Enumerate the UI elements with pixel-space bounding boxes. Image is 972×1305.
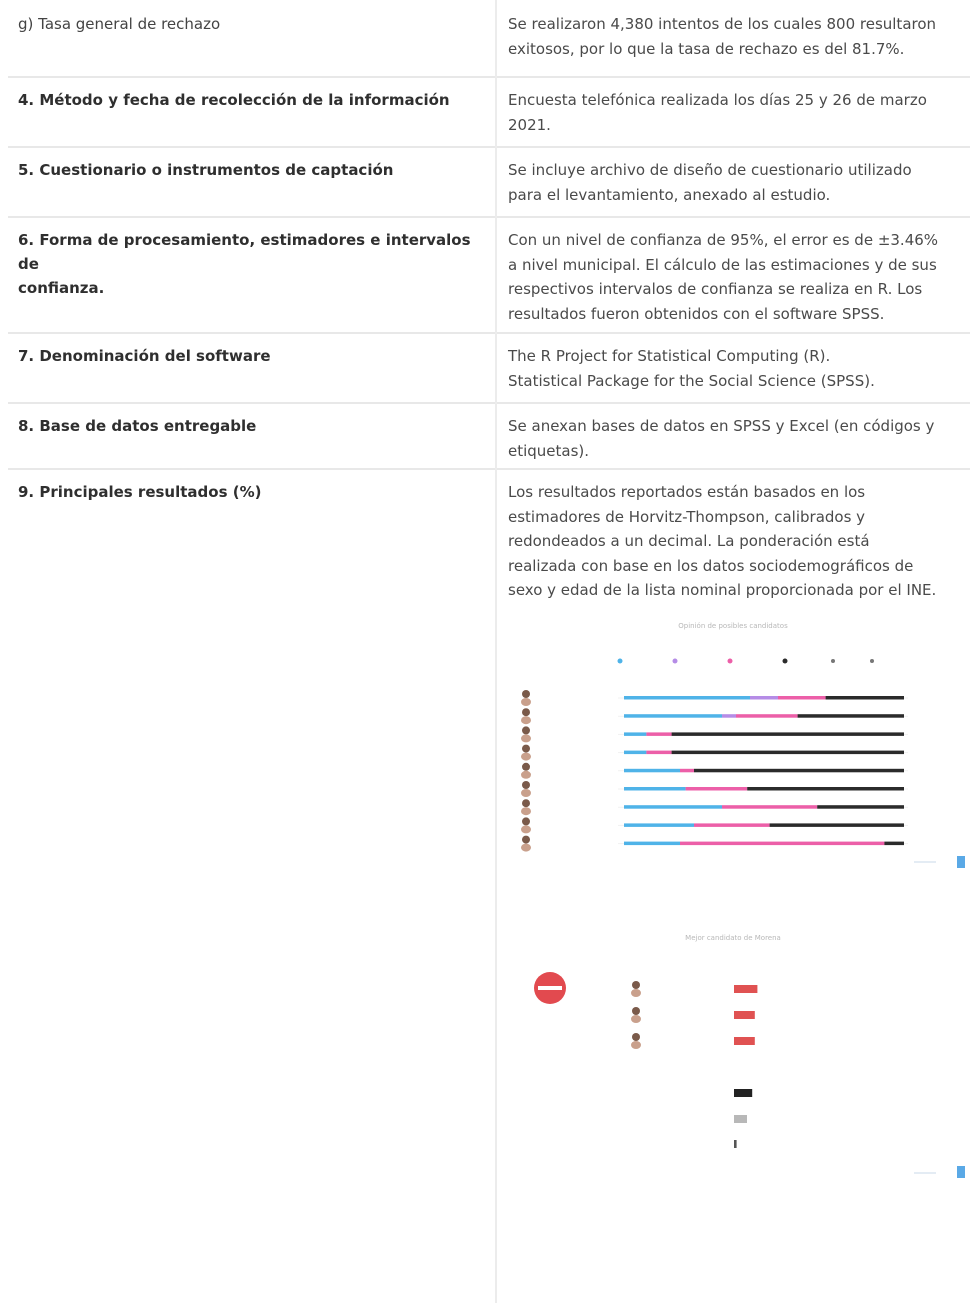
candidate-avatar-body (631, 1041, 641, 1049)
bar-segment (672, 732, 904, 736)
candidate-avatar-body (521, 825, 531, 833)
row-value-line: Statistical Package for the Social Science (SPSS). (508, 371, 875, 390)
row-label: 5. Cuestionario o instrumentos de captación (18, 161, 394, 179)
row-value-cell (495, 216, 972, 332)
row-value-line: Se anexan bases de datos en SPSS y Excel (en códigos y (508, 417, 935, 435)
row-value-line: respectivos intervalos de confianza se realiza en R. Los (508, 280, 923, 298)
legend-swatch (783, 659, 788, 664)
row-label (18, 228, 488, 300)
bar-segment (624, 769, 680, 773)
chart-candidate-opinion (498, 614, 968, 876)
row-value-line: The R Project for Statistical Computing (R). (508, 347, 831, 365)
bar-segment (624, 805, 722, 809)
bar-segment (826, 696, 904, 700)
row-label-cell (8, 0, 494, 76)
row-value-line: Los resultados reportados están basados en los (508, 483, 866, 501)
candidate-avatar-body (521, 698, 531, 706)
row-value-line: 2021. (508, 115, 551, 134)
candidate-avatar (522, 781, 530, 789)
bar-segment (722, 714, 736, 718)
bar-segment (778, 696, 826, 700)
candidate-avatar-body (631, 989, 641, 997)
chart-title: Opinión de posibles candidatos (678, 622, 788, 630)
candidate-avatar-body (631, 1015, 641, 1023)
export-icon[interactable] (957, 1166, 965, 1178)
row-value-line: estimadores de Horvitz-Thompson, calibrados y (508, 507, 866, 526)
row-value-line: redondeados a un decimal. La ponderación está (508, 532, 870, 550)
candidate-avatar (522, 763, 530, 771)
bar (734, 1011, 755, 1019)
legend-swatch (870, 659, 874, 663)
bar-segment (722, 805, 817, 809)
candidate-avatar-body (521, 844, 531, 852)
bar (734, 1140, 737, 1148)
candidate-avatar (522, 745, 530, 753)
row-value-cell (495, 402, 972, 468)
chart-morena-candidate-plot (498, 926, 968, 1188)
row-value (508, 344, 964, 393)
bar (734, 1089, 752, 1097)
bar-segment (680, 842, 884, 846)
bar-segment (624, 842, 680, 846)
candidate-avatar (632, 1033, 640, 1041)
bar (734, 985, 757, 993)
row-value (508, 480, 964, 603)
row-value-line: realizada con base en los datos sociodemográficos de (508, 556, 914, 575)
candidate-avatar (522, 799, 530, 807)
row-value-line: Con un nivel de confianza de 95%, el error es de ±3.46% (508, 231, 939, 249)
bar-segment (817, 805, 904, 809)
bar-segment (770, 823, 904, 827)
party-logo-text (538, 986, 562, 990)
chart-title: Mejor candidato de Morena (685, 934, 781, 942)
bar-segment (646, 751, 671, 755)
row-label-line: 6. Forma de procesamiento, estimadores e intervalos de (18, 231, 471, 273)
table-row (8, 402, 970, 470)
row-value (508, 414, 964, 463)
bar-segment (686, 787, 748, 791)
row-value-cell (495, 76, 972, 146)
table-row (8, 146, 970, 218)
row-value-cell (495, 332, 972, 402)
candidate-avatar (522, 708, 530, 716)
bar-segment (736, 714, 798, 718)
row-value-line: etiquetas). (508, 441, 590, 460)
row-label: 8. Base de datos entregable (18, 417, 257, 435)
legend-swatch (618, 659, 623, 664)
export-icon[interactable] (957, 856, 965, 868)
legend-swatch (673, 659, 678, 664)
candidate-avatar (522, 690, 530, 698)
candidate-avatar (522, 726, 530, 734)
bar-segment (624, 751, 646, 755)
bar-segment (624, 787, 686, 791)
row-label-cell (8, 468, 494, 1303)
row-label: 7. Denominación del software (18, 347, 271, 365)
row-label: 4. Método y fecha de recolección de la información (18, 91, 450, 109)
legend-swatch (831, 659, 835, 663)
row-label-line: confianza. (18, 279, 105, 297)
bar-segment (672, 751, 904, 755)
table-row (8, 0, 970, 78)
candidate-avatar-body (521, 771, 531, 779)
bar-segment (747, 787, 904, 791)
legend-swatch (728, 659, 733, 664)
bar (734, 1115, 747, 1123)
bar (734, 1037, 755, 1045)
bar-segment (884, 842, 904, 846)
row-value (508, 12, 964, 61)
bar-segment (694, 769, 904, 773)
row-value-line: Encuesta telefónica realizada los días 25 y 26 de marzo (508, 91, 927, 109)
bar-segment (646, 732, 671, 736)
chart-morena-candidate (498, 926, 968, 1188)
chart-candidate-opinion-plot (498, 614, 968, 876)
row-value-line: para el levantamiento, anexado al estudio. (508, 185, 831, 204)
bar-segment (624, 714, 722, 718)
row-value-line: resultados fueron obtenidos con el software SPSS. (508, 304, 885, 323)
bar-segment (750, 696, 778, 700)
candidate-avatar (632, 981, 640, 989)
candidate-avatar (632, 1007, 640, 1015)
bar-segment (624, 823, 694, 827)
candidate-avatar-body (521, 789, 531, 797)
row-value-cell (495, 146, 972, 216)
candidate-avatar-body (521, 807, 531, 815)
bar-segment (798, 714, 904, 718)
row-value-line: Se incluye archivo de diseño de cuestionario utilizado (508, 161, 912, 179)
row-label-cell (8, 146, 494, 216)
bar-segment (624, 732, 646, 736)
candidate-avatar-body (521, 716, 531, 724)
row-value (508, 228, 964, 326)
row-value-line: a nivel municipal. El cálculo de las estimaciones y de sus (508, 255, 937, 274)
table-row (8, 216, 970, 334)
candidate-avatar-body (521, 753, 531, 761)
bar-segment (624, 696, 750, 700)
row-label: g) Tasa general de rechazo (18, 15, 221, 33)
table-row (8, 332, 970, 404)
row-value-line: sexo y edad de la lista nominal proporcionada por el INE. (508, 581, 937, 599)
row-label-cell (8, 76, 494, 146)
row-value-line: Se realizaron 4,380 intentos de los cuales 800 resultaron (508, 15, 937, 33)
row-label: 9. Principales resultados (%) (18, 483, 262, 501)
row-value-cell (495, 0, 972, 76)
row-value (508, 88, 964, 137)
row-label-cell (8, 402, 494, 468)
row-value-line: exitosos, por lo que la tasa de rechazo es del 81.7%. (508, 39, 905, 58)
row-label-cell (8, 332, 494, 402)
table-row (8, 76, 970, 148)
candidate-avatar-body (521, 734, 531, 742)
row-label-cell (8, 216, 494, 332)
candidate-avatar (522, 836, 530, 844)
candidate-avatar (522, 817, 530, 825)
bar-segment (680, 769, 694, 773)
bar-segment (694, 823, 770, 827)
row-value (508, 158, 964, 207)
